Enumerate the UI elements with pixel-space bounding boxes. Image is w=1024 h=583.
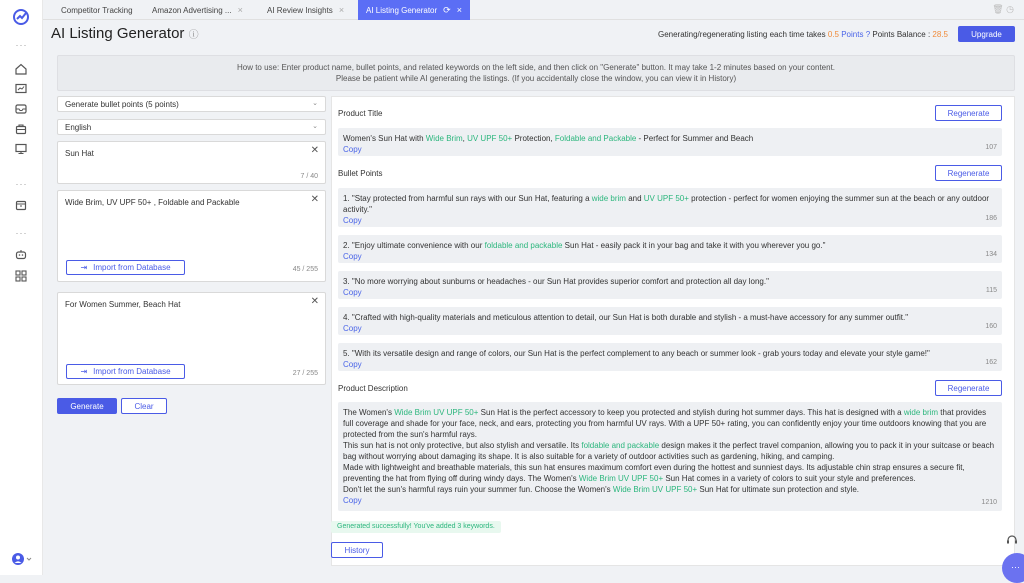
info-icon[interactable]: ⓘ [188, 30, 199, 41]
clock-icon[interactable]: ◷ [1006, 4, 1014, 14]
bullet-card [338, 235, 1002, 263]
inbox-icon[interactable] [14, 102, 28, 116]
brand-logo-icon[interactable] [12, 8, 30, 26]
char-count: 107 [985, 144, 997, 151]
keyword-highlight: foldable and packable [581, 441, 660, 450]
upgrade-button[interactable]: Upgrade [958, 26, 1015, 42]
refresh-icon[interactable]: ⟳ [443, 4, 451, 15]
keyword-highlight: wide brim [903, 408, 939, 417]
char-count: 162 [985, 359, 997, 366]
keyword-highlight: foldable and packable [484, 241, 563, 250]
text-segment: 4. "Crafted with high-quality materials and meticulous attention to detail, our Sun Hat is both durable and stylish - a must-have accessory for any summer outfit." [343, 313, 909, 322]
bullet-text [343, 240, 997, 251]
page-header [43, 20, 1024, 48]
bullet-text [343, 193, 997, 215]
text-segment: that provides full coverage and shade for your face, neck, and ears, protecting you from harmful UV rays. With a UPF 50+ rating, you can confidently enjoy your time outdoors knowing that you are protected from the sun's harmful rays. [343, 408, 987, 439]
copy-button[interactable]: Copy [343, 324, 362, 333]
robot-icon[interactable] [14, 247, 28, 261]
clear-icon[interactable]: ✕ [310, 145, 319, 156]
product-name-value: Sun Hat [65, 149, 94, 158]
bullet-card [338, 188, 1002, 227]
bullet-text [343, 276, 997, 287]
sidebar [0, 0, 43, 575]
close-icon[interactable]: × [456, 5, 462, 15]
import-icon: ⇥ [80, 367, 88, 376]
char-count: 115 [985, 287, 997, 294]
keywords-input[interactable] [57, 292, 326, 385]
how-to-banner [57, 55, 1015, 91]
keyword-highlight: Wide Brim UV UPF 50+ [578, 474, 664, 483]
help-icon[interactable]: ? [865, 30, 871, 39]
product-title-label: Product Title [338, 109, 383, 118]
import-icon: ⇥ [80, 263, 88, 272]
close-icon[interactable]: × [338, 5, 345, 15]
text-segment: Sun Hat for ultimate sun protection and style. [697, 485, 860, 494]
text-segment: 5. "With its versatile design and range of colors, our Sun Hat is the perfect complement to any beach or summer look - grab yours today and elevate your style game!" [343, 349, 930, 358]
text-segment: This sun hat is not only protective, but also stylish and versatile. Its [343, 441, 582, 450]
keyword-highlight: Wide Brim UV UPF 50+ [612, 485, 698, 494]
text-segment: Sun Hat comes in a variety of colors to suit your style and preferences. [663, 474, 916, 483]
copy-button[interactable]: Copy [343, 288, 362, 297]
copy-button[interactable]: Copy [343, 360, 362, 369]
product-description-card [338, 402, 1002, 511]
tab-label: AI Listing Generator [366, 5, 438, 15]
balance-label: Points Balance : [872, 30, 931, 39]
features-input[interactable] [57, 190, 326, 282]
chevron-down-icon: ⌄ [312, 100, 318, 107]
char-count: 134 [985, 251, 997, 258]
clear-icon[interactable]: ✕ [310, 296, 319, 307]
monitor-icon[interactable] [14, 142, 28, 156]
char-count: 45 / 255 [292, 266, 318, 273]
text-segment: 1. "Stay protected from harmful sun rays with our Sun Hat, featuring a [343, 194, 592, 203]
import-database-button[interactable] [66, 260, 185, 275]
how-to-line-2: Please be patient while AI generating the listings. (If you accidentally close the window, you can view it in History) [335, 74, 737, 83]
copy-button[interactable]: Copy [343, 216, 362, 225]
language-select[interactable] [57, 119, 326, 135]
more-dots-icon[interactable]: ··· [15, 40, 28, 50]
description-paragraph [343, 440, 997, 462]
cost-value: 0.5 [827, 30, 839, 39]
more-dots-icon[interactable]: ··· [15, 228, 28, 238]
char-count: 160 [985, 323, 997, 330]
keyword-highlight: wide brim [591, 194, 626, 203]
cost-prefix: Generating/regenerating listing each time takes [657, 30, 826, 39]
history-button[interactable]: History [331, 542, 383, 558]
tab-label: AI Review Insights [267, 5, 333, 15]
how-to-line-1: How to use: Enter product name, bullet points, and related keywords on the left side, and then click on "Generate" button. It may take 1-2 minutes based on your content. [236, 63, 836, 72]
keyword-highlight: Foldable and Packable [554, 134, 637, 143]
text-segment: design makes it the perfect travel companion, allowing you to pack it in your suitcase or beach bag without worrying about damaging its shape. It is also suitable for a variety of outdoor activities such as gardening, hiking, and camping. [343, 441, 995, 461]
headset-support-icon[interactable] [1006, 534, 1020, 548]
char-count: 186 [985, 215, 997, 222]
bag-icon[interactable] [14, 122, 28, 136]
tab-label: Competitor Tracking [61, 5, 133, 15]
copy-button[interactable]: Copy [343, 252, 362, 261]
bullet-card [338, 271, 1002, 299]
product-name-input[interactable] [57, 141, 326, 184]
char-count: 7 / 40 [300, 173, 318, 180]
balance-value: 28.5 [932, 30, 948, 39]
product-description-label: Product Description [338, 384, 408, 393]
close-icon[interactable]: × [237, 5, 243, 15]
text-segment: and [625, 194, 644, 203]
keyword-highlight: UV UPF 50+ [467, 134, 513, 143]
keyword-highlight: Wide Brim [425, 134, 463, 143]
home-icon[interactable] [14, 62, 28, 76]
product-title-card [338, 128, 1002, 156]
user-avatar-icon[interactable] [11, 552, 33, 566]
description-paragraph [343, 462, 997, 484]
description-paragraph [343, 407, 997, 440]
trend-icon[interactable] [14, 82, 28, 96]
keyword-highlight: Wide Brim UV UPF 50+ [394, 408, 479, 417]
page-title-text: AI Listing Generator [51, 25, 185, 42]
clear-icon[interactable]: ✕ [310, 194, 319, 205]
char-count: 1210 [981, 499, 997, 506]
text-segment: , [462, 134, 468, 143]
features-value: Wide Brim, UV UPF 50+ , Foldable and Packable [65, 198, 240, 207]
clear-button[interactable]: Clear [121, 398, 167, 414]
text-segment: The Women's [343, 408, 395, 417]
char-count: 27 / 255 [292, 370, 318, 377]
copy-button[interactable]: Copy [343, 145, 362, 154]
import-label: Import from Database [93, 263, 171, 272]
tab-ai-listing-generator[interactable] [358, 0, 470, 20]
output-panel [331, 96, 1015, 566]
success-message: Generated successfully! You've added 3 keywords. [331, 521, 501, 533]
trash-icon[interactable]: 🗑 [992, 4, 1004, 14]
regenerate-title-button[interactable]: Regenerate [935, 105, 1002, 121]
mode-select[interactable] [57, 96, 326, 112]
text-segment: - Perfect for Summer and Beach [636, 134, 754, 143]
product-title-text [343, 133, 997, 144]
description-paragraph [343, 484, 997, 495]
text-segment: Made with lightweight and breathable materials, this sun hat ensures maximum comfort even during the hottest and sunniest days. Its adjustable chin strap ensures a secure fit, preventing the hat from flying off during windy days. The Women's [343, 463, 965, 483]
language-select-value: English [65, 123, 92, 132]
import-database-button[interactable] [66, 364, 185, 379]
text-segment: Don't let the sun's harmful rays ruin your summer fun. Choose the Women's [343, 485, 613, 494]
more-dots-icon[interactable]: ··· [15, 179, 28, 189]
keywords-value: For Women Summer, Beach Hat [65, 300, 181, 309]
bullet-points-label: Bullet Points [338, 169, 383, 178]
generate-button[interactable]: Generate [57, 398, 117, 414]
bullet-text [343, 348, 997, 359]
bullet-text [343, 312, 997, 323]
grid-apps-icon[interactable] [14, 269, 28, 283]
box-icon[interactable] [14, 198, 28, 212]
text-segment: 3. "No more worrying about sunburns or headaches - our Sun Hat provides superior comfort and protection all day long." [343, 277, 769, 286]
bullet-card [338, 307, 1002, 335]
points-label: Points [841, 30, 864, 39]
page-title [51, 25, 199, 42]
tab-label: Amazon Advertising ... [152, 5, 232, 15]
tab-competitor-tracking[interactable] [53, 0, 141, 20]
regenerate-bullets-button[interactable]: Regenerate [935, 165, 1002, 181]
bullet-card [338, 343, 1002, 371]
tab-bar [43, 0, 1024, 20]
chat-more-icon[interactable]: ··· [1002, 553, 1024, 583]
copy-button[interactable]: Copy [343, 496, 362, 505]
text-segment: Women's Sun Hat with [343, 134, 426, 143]
text-segment: Protection, [512, 134, 555, 143]
mode-select-value: Generate bullet points (5 points) [65, 100, 179, 109]
import-label: Import from Database [93, 367, 171, 376]
keyword-highlight: UV UPF 50+ [643, 194, 689, 203]
text-segment: protection - perfect for women enjoying the summer sun at the beach or any outdoor activity." [343, 194, 990, 214]
text-segment: 2. "Enjoy ultimate convenience with our [343, 241, 485, 250]
tab-amazon-advertising[interactable] [144, 0, 251, 20]
chevron-down-icon: ⌄ [312, 123, 318, 130]
points-info [658, 30, 948, 39]
tab-ai-review-insights[interactable] [259, 0, 352, 20]
regenerate-description-button[interactable]: Regenerate [935, 380, 1002, 396]
text-segment: Sun Hat - easily pack it in your bag and take it with you wherever you go." [562, 241, 826, 250]
window-controls [992, 4, 1014, 15]
text-segment: Sun Hat is the perfect accessory to keep you protected and stylish during hot summer days. This hat is designed with a [478, 408, 904, 417]
